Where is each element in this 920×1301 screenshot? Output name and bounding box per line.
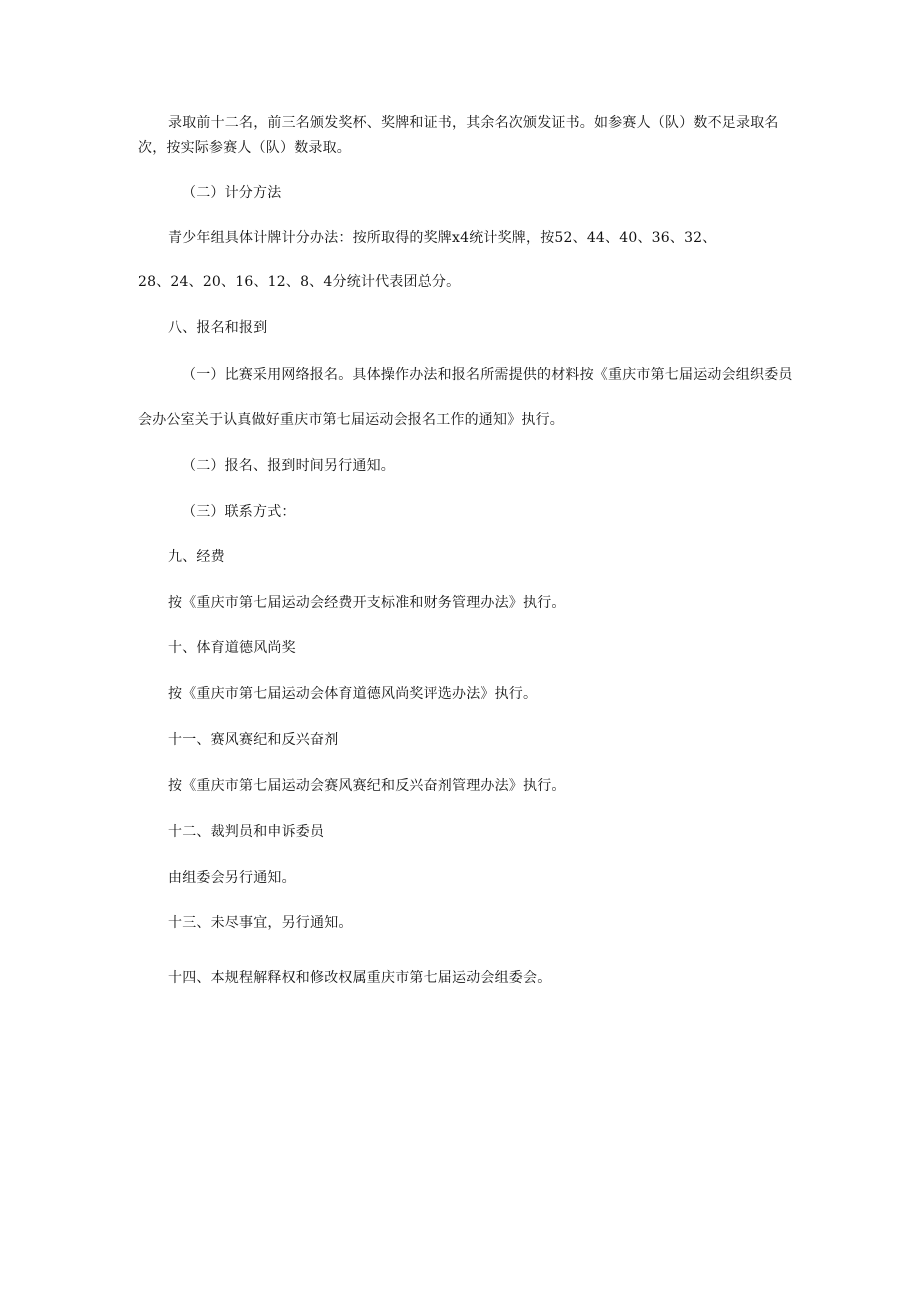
section-heading: 十一、赛风赛纪和反兴奋剂 [168,732,339,748]
paragraph-line: 按《重庆市第七届运动会赛风赛纪和反兴奋剂管理办法》执行。 [168,778,566,794]
paragraph-line: 录取前十二名，前三名颁发奖杯、奖牌和证书，其余名次颁发证书。如参赛人（队）数不足录取名 [168,115,779,131]
paragraph-line: 次，按实际参赛人（队）数录取。 [138,140,351,156]
paragraph-line: （三）联系方式： [182,504,296,520]
text-span: 分统计代表团总分。 [332,274,461,290]
section-heading: （二）计分方法 [182,185,282,201]
text-span: 28、24、20、16、12、8、4 [138,274,333,290]
text-span: 52、44、40、36、32、 [554,230,717,246]
text-span: 统计奖牌，按 [469,230,555,246]
paragraph-line [138,272,460,292]
paragraph-line: 会办公室关于认真做好重庆市第七届运动会报名工作的通知》执行。 [138,412,564,428]
paragraph-line: （二）报名、报到时间另行通知。 [182,458,395,474]
text-span: 青少年组具体计牌计分办法：按所取得的奖牌 [168,230,452,246]
paragraph-line: 由组委会另行通知。 [168,870,296,886]
section-heading: 八、报名和报到 [168,320,268,336]
section-heading: 十、体育道德风尚奖 [168,640,296,656]
section-heading: 十二、裁判员和申诉委员 [168,824,325,840]
paragraph-line [168,228,716,248]
text-span: x4 [452,230,470,246]
paragraph-line: （一）比赛采用网络报名。具体操作办法和报名所需提供的材料按《重庆市第七届运动会组织委员 [182,367,793,383]
section-heading: 十四、本规程解释权和修改权属重庆市第七届运动会组委会。 [168,970,552,986]
paragraph-line: 按《重庆市第七届运动会经费开支标准和财务管理办法》执行。 [168,595,566,611]
paragraph-line: 按《重庆市第七届运动会体育道德风尚奖评选办法》执行。 [168,686,538,702]
section-heading: 九、经费 [168,549,225,565]
section-heading: 十三、未尽事宜，另行通知。 [168,915,353,931]
